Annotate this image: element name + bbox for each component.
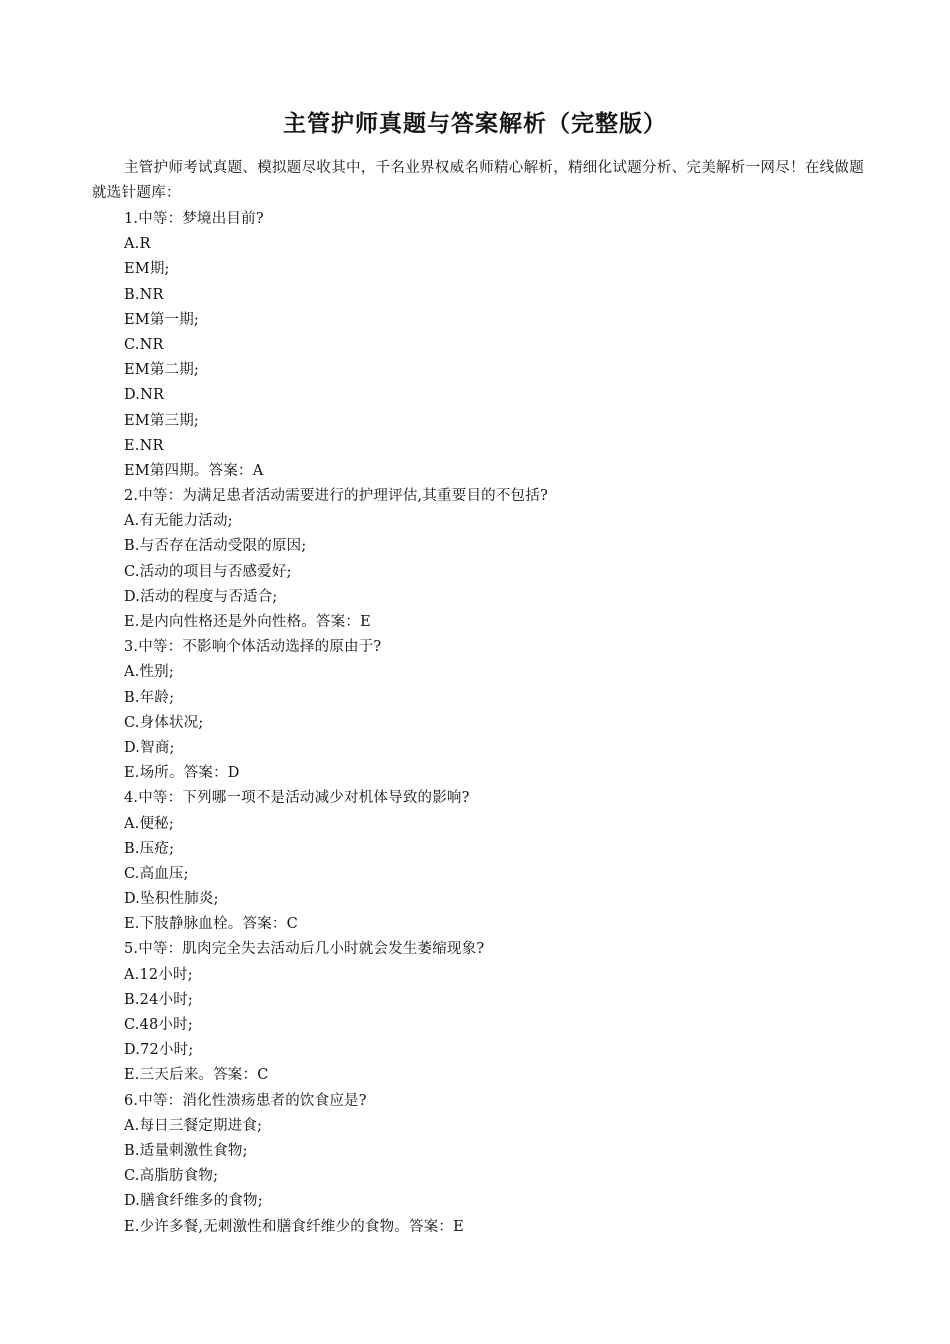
text-line: C.活动的项目与否感爱好; (124, 563, 292, 580)
text-line: D.坠积性肺炎; (124, 891, 219, 908)
text-line: A.R (124, 236, 151, 253)
text-line: C.身体状况; (124, 714, 204, 731)
text-line: A.12小时; (124, 966, 193, 983)
text-line: 5.中等：肌肉完全失去活动后几小时就会发生萎缩现象? (124, 941, 485, 958)
text-line: C.48小时; (124, 1017, 193, 1033)
text-line: 1.中等：梦境出目前? (124, 211, 264, 227)
text-line: B.24小时; (124, 991, 194, 1008)
text-line: B.压疮; (124, 840, 175, 857)
text-line: B.适量刺激性食物; (124, 1142, 248, 1159)
text-line: D.智商; (124, 739, 175, 756)
text-line: E.是内向性格还是外向性格。答案：E (124, 614, 371, 630)
text-line: E.下肢静脉血栓。答案：C (124, 916, 298, 933)
text-line: D.NR (124, 387, 165, 404)
text-line: A.性别; (124, 664, 174, 681)
text-line: C.高血压; (124, 865, 189, 882)
text-line: C.高脂肪食物; (124, 1168, 219, 1185)
text-line: A.每日三餐定期进食; (124, 1117, 263, 1134)
text-line: E.三天后来。答案：C (124, 1067, 269, 1084)
text-line: 3.中等：不影响个体活动选择的原由于? (124, 639, 382, 656)
text-line: D.膳食纤维多的食物; (124, 1193, 263, 1210)
document-title: 主管护师真题与答案解析（完整版） (283, 111, 667, 137)
text-line: B.年龄; (124, 689, 175, 706)
question-list (124, 207, 864, 1240)
text-line: E.NR (124, 437, 164, 454)
text-line: E.少许多餐,无刺激性和膳食纤维少的食物。答案：E (124, 1218, 464, 1235)
text-line: EM第三期; (124, 412, 200, 429)
text-line: B.与否存在活动受限的原因; (124, 538, 307, 555)
text-line: EM期; (124, 261, 170, 278)
text-line: C.NR (124, 336, 164, 353)
text-line: EM第一期; (124, 311, 200, 328)
text-line: 4.中等：下列哪一项不是活动减少对机体导致的影响? (124, 790, 470, 807)
text-line: A.便秘; (124, 815, 174, 832)
text-line: EM第四期。答案：A (124, 462, 264, 479)
text-line: A.有无能力活动; (124, 513, 233, 530)
text-line: 2.中等：为满足患者活动需要进行的护理评估,其重要目的不包括? (124, 488, 548, 505)
text-line: D.活动的程度与否适合; (124, 588, 278, 605)
intro-paragraph: 主管护师考试真题、模拟题尽收其中，千名业界权威名师精心解析，精细化试题分析、完美解析一网尽！在线做题就选针题库： (92, 160, 864, 202)
text-line: EM第二期; (124, 362, 200, 379)
text-line: D.72小时; (124, 1042, 194, 1059)
text-line: B.NR (124, 286, 164, 303)
text-line: 6.中等：消化性溃疡患者的饮食应是? (124, 1092, 367, 1109)
text-line: E.场所。答案：D (124, 765, 240, 782)
